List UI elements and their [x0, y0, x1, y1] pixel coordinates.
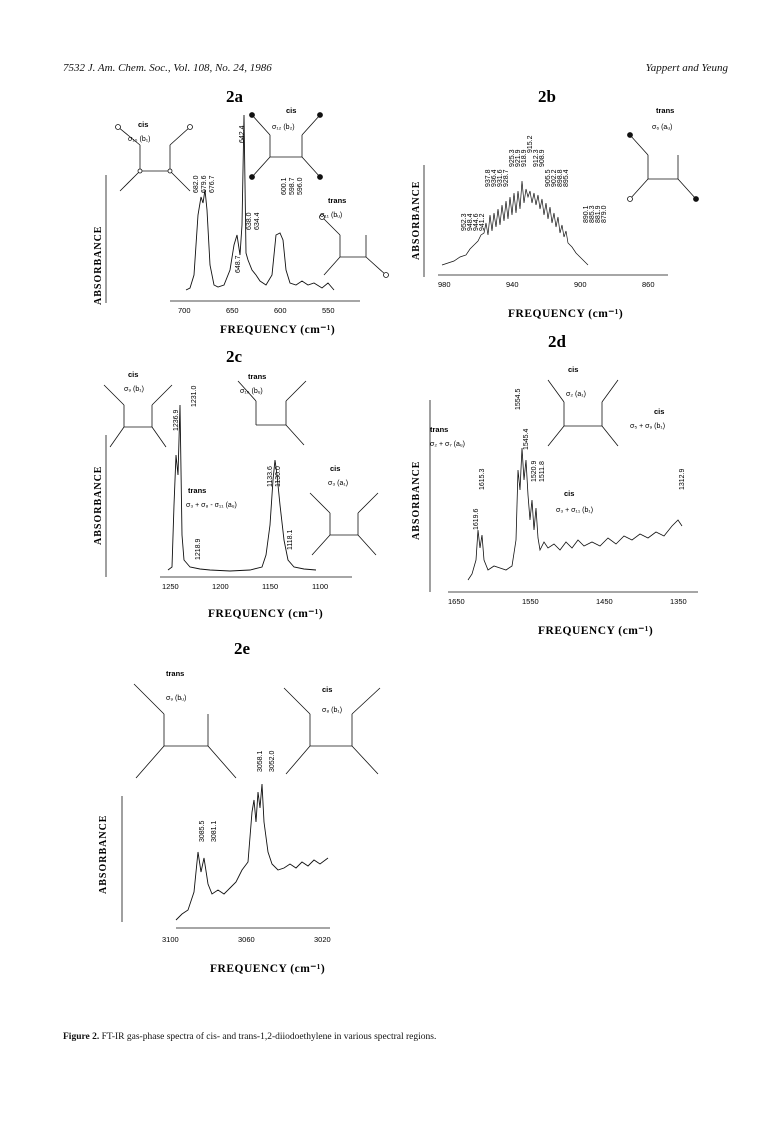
- isomer-label: cis: [568, 365, 579, 374]
- peak-label: 898.8: [557, 169, 564, 187]
- x-tick: 600: [274, 306, 287, 315]
- spectrum-trace: [176, 784, 328, 920]
- y-axis-label: ABSORBANCE: [93, 465, 104, 545]
- x-tick: 1450: [596, 597, 613, 606]
- isomer-label: cis: [564, 489, 575, 498]
- x-tick: 1250: [162, 582, 179, 591]
- peak-label: 937.8: [485, 169, 492, 187]
- x-axis-label: FREQUENCY (cm⁻¹): [208, 608, 324, 620]
- mode-label: σ₃ + σ₁₁ (b₁): [556, 507, 594, 514]
- spectrum-2d-svg: [408, 330, 728, 650]
- peak-label: 948.4: [467, 213, 474, 231]
- x-tick: 3020: [314, 935, 331, 944]
- peak-labels: [173, 385, 294, 560]
- peak-label: 925.3: [509, 149, 516, 167]
- mode-label: σ₂ (a₁): [566, 391, 586, 398]
- molecule-diagram-cis-sigma3: [310, 493, 378, 555]
- x-tick: 1650: [448, 597, 465, 606]
- isomer-label: cis: [330, 464, 341, 473]
- peak-label: 941.2: [479, 213, 486, 231]
- peak-label: 679.6: [201, 175, 208, 193]
- y-axis-label: ABSORBANCE: [411, 460, 422, 540]
- isomer-label: cis: [322, 685, 333, 694]
- mode-label: σ₁₀ (bᵤ): [240, 388, 263, 395]
- peak-label: 682.0: [193, 175, 200, 193]
- molecule-diagram-cis-sigma9: [104, 385, 172, 447]
- peak-label: 638.0: [246, 212, 253, 230]
- x-axis-label: FREQUENCY (cm⁻¹): [538, 625, 654, 637]
- spectrum-2b-svg: [408, 85, 728, 325]
- x-tick: 900: [574, 280, 587, 289]
- molecule-diagram-cis-sigma12: [250, 113, 323, 180]
- isomer-label: cis: [138, 120, 149, 129]
- isomer-label: trans: [166, 669, 185, 678]
- figure-panel-2e: [90, 632, 420, 992]
- x-tick: 650: [226, 306, 239, 315]
- peak-label: 905.5: [545, 169, 552, 187]
- isomer-label: trans: [430, 425, 449, 434]
- x-tick: 1550: [522, 597, 539, 606]
- spectrum-trace: [468, 448, 682, 580]
- mode-label: σ₃ (a₁): [328, 480, 349, 487]
- peak-label: 1511.8: [539, 461, 546, 482]
- peak-label: 1615.3: [479, 468, 486, 490]
- spectrum-2c-svg: [90, 345, 400, 630]
- peak-label: 676.7: [209, 175, 216, 193]
- y-axis-label: ABSORBANCE: [411, 180, 422, 260]
- peak-label: 1619.6: [473, 508, 480, 530]
- spectrum-trace: [186, 115, 334, 290]
- peak-label: 1236.9: [173, 409, 180, 431]
- x-tick: 1150: [262, 582, 279, 591]
- x-tick: 3060: [238, 935, 255, 944]
- mode-label: σ₂ + σ₇ (aᵤ): [430, 441, 465, 448]
- caption-text: FT-IR gas-phase spectra of cis- and trans-1,2-diiodoethylene in various spectral regions.: [101, 1032, 437, 1042]
- peak-label: 1118.1: [287, 529, 294, 550]
- molecule-diagram-cis-sigma10: [116, 125, 193, 192]
- mode-label: σ₁₁ (bᵤ): [320, 212, 343, 219]
- isomer-label: trans: [188, 486, 207, 495]
- peak-label: 648.7: [235, 255, 242, 273]
- x-tick: 1350: [670, 597, 687, 606]
- figure-panel-2b: [408, 85, 728, 325]
- peak-label: 879.0: [601, 205, 608, 223]
- peak-label: 1231.0: [191, 385, 198, 407]
- peak-label: 908.9: [539, 149, 546, 167]
- peak-labels: [461, 135, 608, 231]
- mode-label: σ₈ (b₁): [322, 707, 343, 714]
- peak-label: 3052.0: [269, 750, 276, 772]
- figure-caption: [63, 1032, 436, 1042]
- x-axis-label: FREQUENCY (cm⁻¹): [210, 963, 326, 975]
- isomer-label: cis: [286, 106, 297, 115]
- panel-title: 2e: [234, 639, 251, 658]
- x-tick: 3100: [162, 935, 179, 944]
- peak-label: 600.1: [281, 177, 288, 195]
- peak-label: 596.0: [297, 177, 304, 195]
- peak-label: 3058.1: [257, 750, 264, 772]
- peak-label: 3085.5: [199, 820, 206, 842]
- isomer-label: trans: [248, 372, 267, 381]
- x-tick: 1200: [212, 582, 229, 591]
- peak-label: 890.1: [583, 205, 590, 223]
- mode-label: σ₉ (b₁): [124, 386, 144, 393]
- spectrum-2a-svg: [90, 85, 390, 345]
- peak-label: 885.3: [589, 205, 596, 223]
- molecule-diagram-trans-sigma11: [320, 215, 389, 278]
- peak-label: 912.3: [533, 149, 540, 167]
- peak-label: 921.9: [515, 149, 522, 167]
- y-axis-label: ABSORBANCE: [98, 814, 109, 894]
- x-tick: 860: [642, 280, 655, 289]
- y-axis-label: ABSORBANCE: [93, 225, 104, 305]
- x-axis-label: FREQUENCY (cm⁻¹): [220, 324, 336, 336]
- running-header-left: 7532 J. Am. Chem. Soc., Vol. 108, No. 24, 1986: [63, 62, 272, 74]
- x-axis-label: FREQUENCY (cm⁻¹): [508, 308, 624, 320]
- figure-panel-2a: [90, 85, 390, 345]
- isomer-label: trans: [656, 106, 675, 115]
- figure-panel-2c: [90, 345, 400, 630]
- mode-label: σ₆ (aᵤ): [652, 124, 673, 131]
- molecule-diagram-cis-sigma2: [548, 380, 618, 446]
- peak-label: 634.4: [254, 212, 261, 230]
- peak-label: 944.6: [473, 213, 480, 231]
- mode-label: σ₃ + σ₈ - σ₁₁ (aᵤ): [186, 502, 237, 509]
- peak-label: 598.7: [289, 177, 296, 195]
- x-ticks: [178, 306, 335, 315]
- peak-label: 928.7: [503, 169, 510, 187]
- peak-label: 931.6: [497, 169, 504, 187]
- peak-label: 918.9: [521, 149, 528, 167]
- mode-label: σ₅ + σ₉ (b₁): [630, 423, 666, 430]
- running-header-right: Yappert and Yeung: [645, 62, 728, 74]
- x-tick: 550: [322, 306, 335, 315]
- peak-label: 895.4: [563, 169, 570, 187]
- molecule-diagram-trans-sigma6: [628, 133, 699, 202]
- peak-label: 952.3: [461, 213, 468, 231]
- x-tick: 980: [438, 280, 451, 289]
- panel-title: 2d: [548, 332, 566, 351]
- panel-title: 2b: [538, 87, 556, 106]
- panel-title: 2c: [226, 347, 243, 366]
- mode-label: σ₉ (bᵤ): [166, 695, 187, 702]
- mode-label: σ₁₂ (b₂): [272, 124, 295, 131]
- x-tick: 700: [178, 306, 191, 315]
- spectrum-2e-svg: [90, 632, 420, 992]
- mode-label: σ₁₀ (b₁): [128, 136, 151, 143]
- peak-label: 1520.9: [531, 460, 538, 482]
- peak-label: 3081.1: [211, 820, 218, 842]
- panel-title: 2a: [226, 87, 243, 106]
- isomer-label: trans: [328, 196, 347, 205]
- x-tick: 1100: [312, 582, 329, 591]
- figure-panel-2d: [408, 330, 728, 650]
- peak-label: 1218.9: [195, 538, 202, 560]
- isomer-label: cis: [128, 370, 139, 379]
- peak-label: 881.9: [595, 205, 602, 223]
- peak-label: 1554.5: [515, 388, 522, 410]
- molecule-diagram-cis-sigma8: [284, 688, 380, 774]
- isomer-label: cis: [654, 407, 665, 416]
- peak-label: 1130.0: [275, 466, 282, 487]
- peak-label: 915.2: [527, 135, 534, 153]
- peak-label: 936.4: [491, 169, 498, 187]
- peak-label: 1545.4: [523, 428, 530, 450]
- peak-label: 902.2: [551, 169, 558, 187]
- caption-label: Figure 2.: [63, 1032, 100, 1042]
- peak-label: 1133.6: [267, 466, 274, 487]
- x-tick: 940: [506, 280, 519, 289]
- peak-label: 1312.9: [679, 468, 686, 490]
- peak-label: 642.4: [239, 125, 246, 143]
